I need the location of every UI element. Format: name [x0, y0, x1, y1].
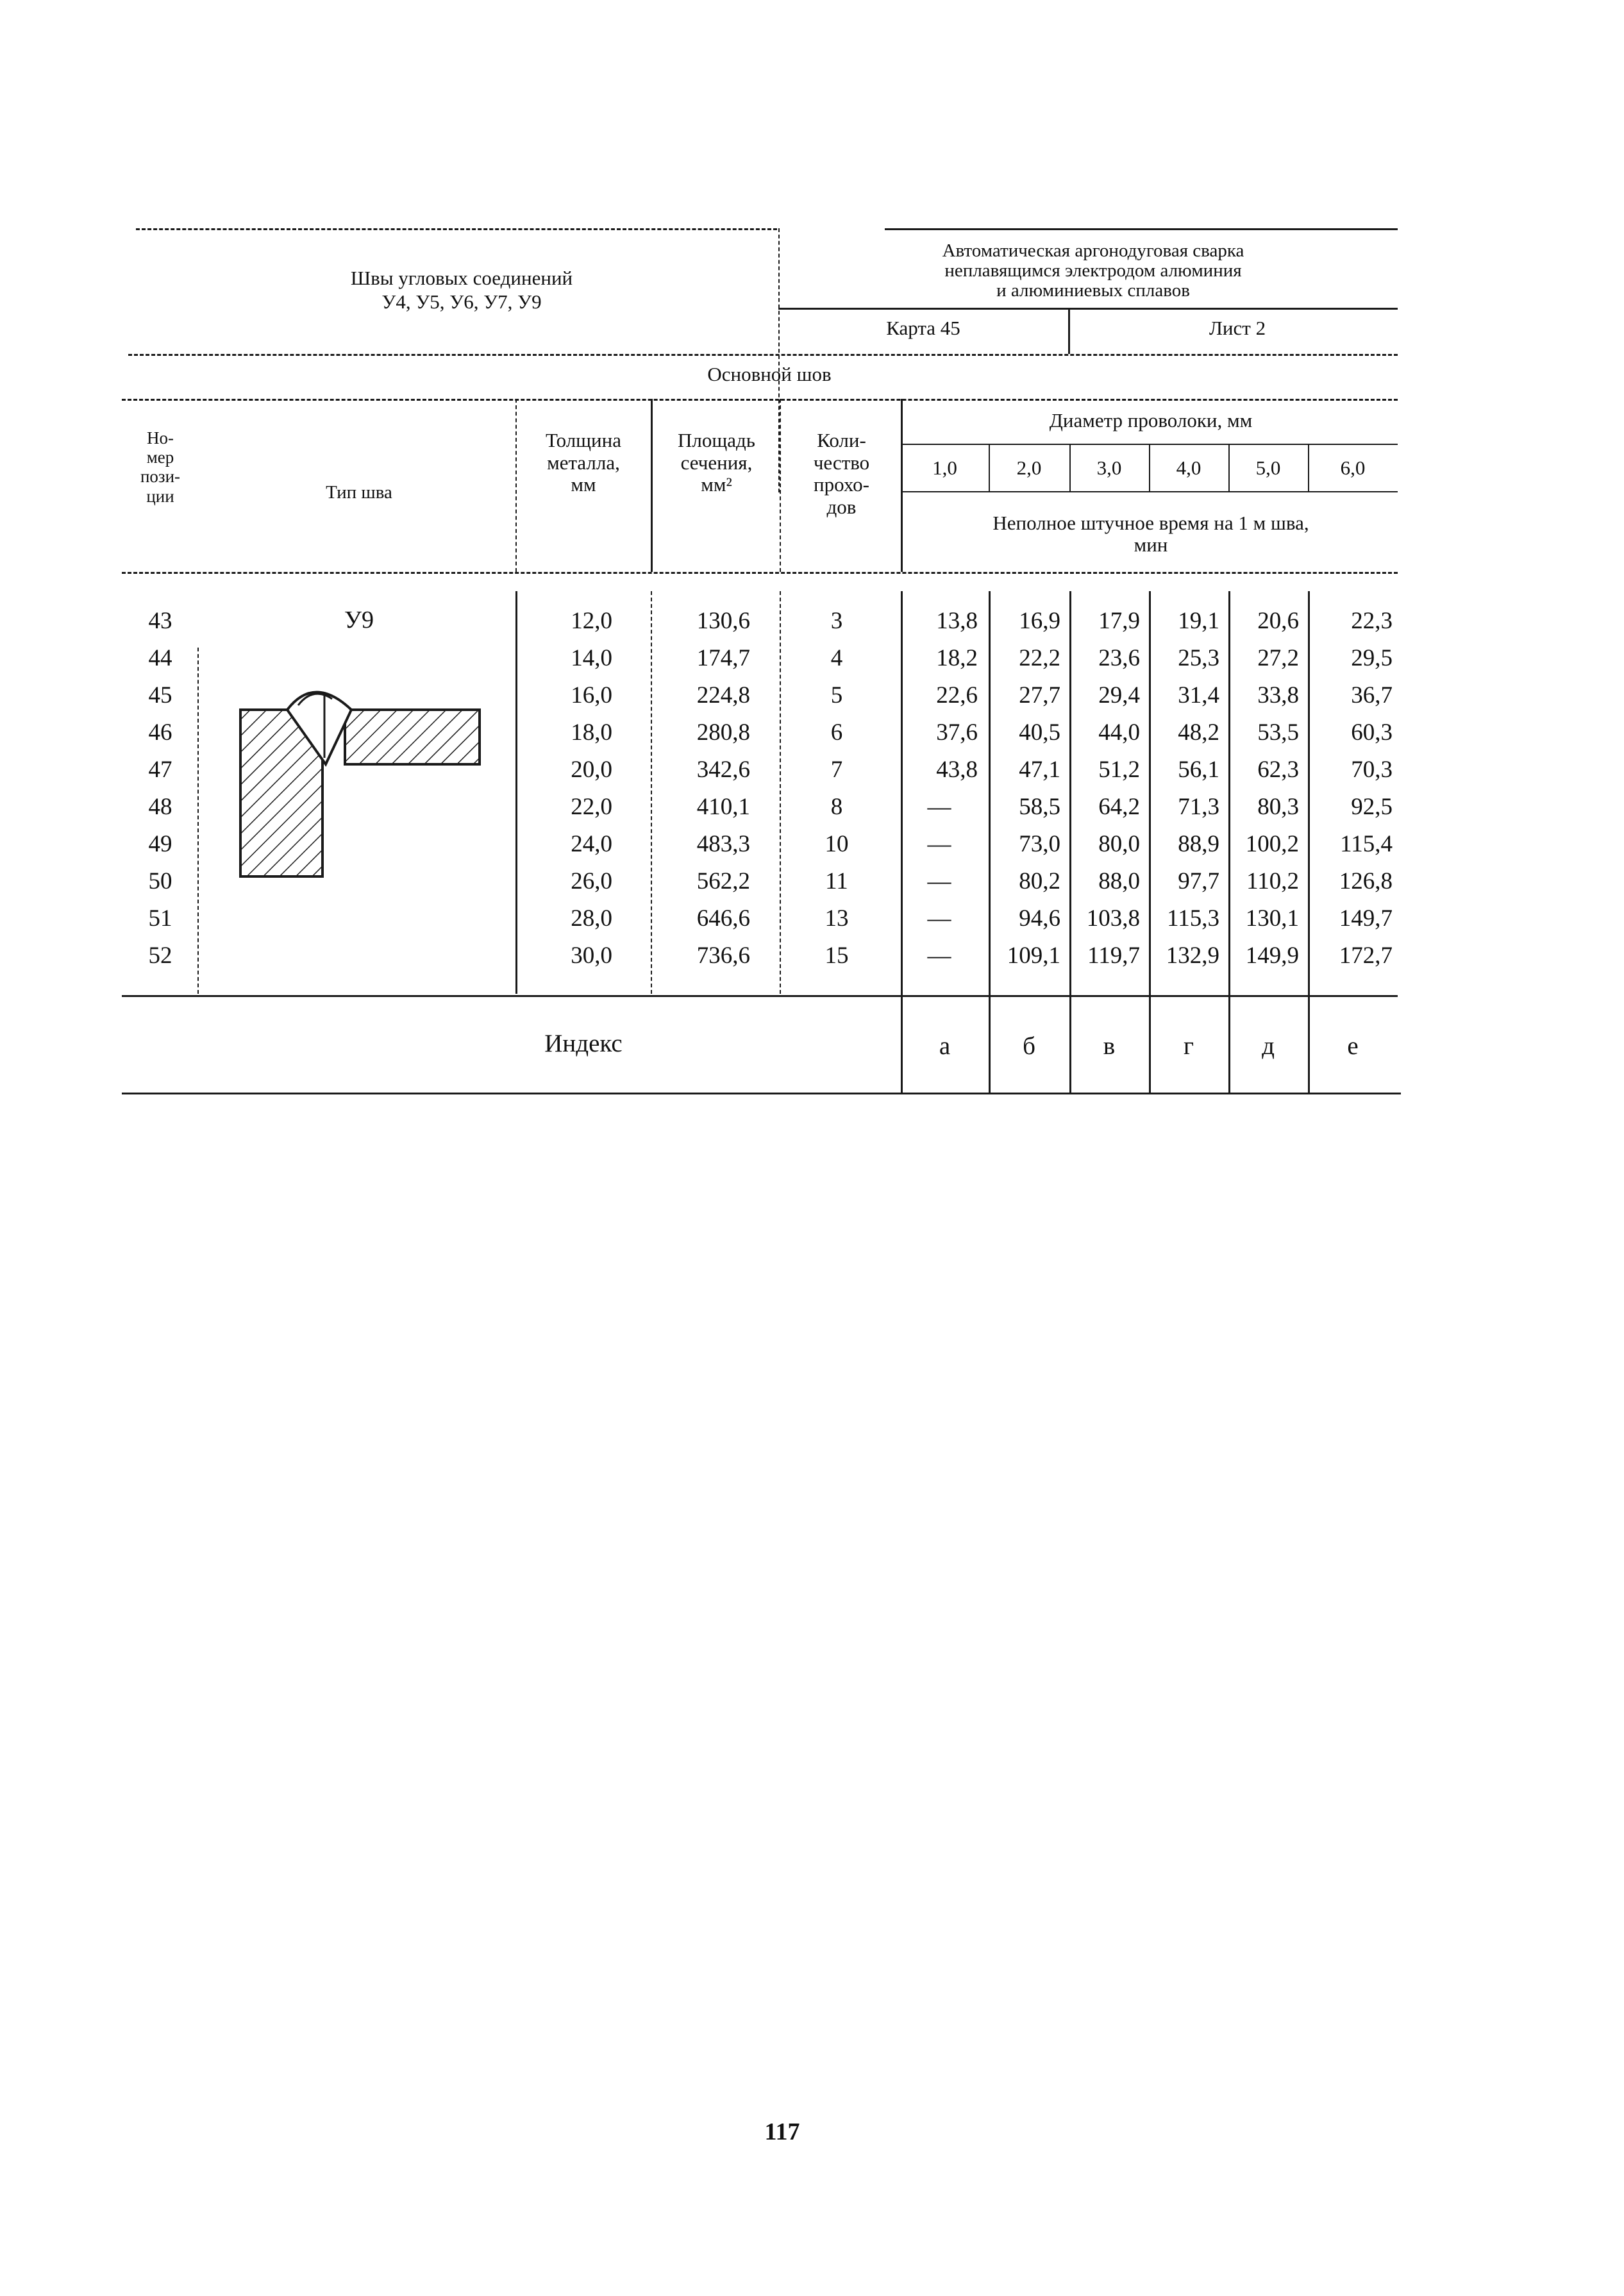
page-number: 117	[764, 2118, 800, 2145]
row-time-3: 44,0	[1098, 719, 1140, 746]
row-time-2: 58,5	[1019, 794, 1060, 820]
row-position: 46	[148, 719, 172, 746]
row-time-4: 48,2	[1178, 719, 1219, 746]
row-position: 45	[148, 682, 172, 708]
row-time-6: 36,7	[1351, 682, 1393, 708]
row-time-4: 132,9	[1166, 943, 1219, 969]
header-bottom-rule	[128, 354, 1398, 356]
weld-diagram	[231, 680, 487, 885]
row-time-2: 80,2	[1019, 868, 1060, 894]
row-time-4: 97,7	[1178, 868, 1219, 894]
index-g: г	[1184, 1032, 1194, 1060]
header-left-title-1: Швы угловых соединений	[350, 267, 573, 289]
row-passes: 10	[825, 831, 849, 857]
row-time-6: 126,8	[1339, 868, 1393, 894]
row-thickness: 30,0	[571, 943, 612, 969]
row-passes: 7	[830, 757, 843, 783]
row-thickness: 28,0	[571, 905, 612, 932]
row-time-1: —	[927, 868, 951, 894]
index-bottom-rule	[122, 1093, 1401, 1094]
row-time-5: 80,3	[1257, 794, 1299, 820]
index-b: б	[1023, 1032, 1035, 1060]
row-passes: 13	[825, 905, 849, 932]
row-time-3: 29,4	[1098, 682, 1140, 708]
diameter-1: 1,0	[932, 457, 957, 479]
row-thickness: 14,0	[571, 645, 612, 671]
row-time-5: 62,3	[1257, 757, 1299, 783]
row-time-3: 64,2	[1098, 794, 1140, 820]
row-time-2: 22,2	[1019, 645, 1060, 671]
sheet-number: Лист 2	[1209, 317, 1266, 339]
card-number: Карта 45	[886, 317, 960, 339]
horizontal-plate	[345, 710, 480, 764]
row-time-5: 53,5	[1257, 719, 1299, 746]
col-area: Площадь сечения, мм²	[678, 429, 755, 496]
row-time-3: 103,8	[1086, 905, 1140, 932]
row-thickness: 20,0	[571, 757, 612, 783]
row-area: 342,6	[696, 757, 750, 783]
header-mid-rule	[778, 308, 1398, 310]
header-left-title-2: У4, У5, У6, У7, У9	[381, 290, 542, 313]
row-time-3: 23,6	[1098, 645, 1140, 671]
row-time-2: 109,1	[1007, 943, 1060, 969]
header-right-title-3: и алюминиевых сплавов	[996, 280, 1190, 301]
row-time-2: 16,9	[1019, 608, 1060, 634]
row-time-6: 149,7	[1339, 905, 1393, 932]
row-time-6: 22,3	[1351, 608, 1393, 634]
header-top-rule-right	[885, 228, 1398, 230]
row-time-1: 22,6	[936, 682, 978, 708]
row-time-3: 51,2	[1098, 757, 1140, 783]
row-thickness: 12,0	[571, 608, 612, 634]
row-time-6: 70,3	[1351, 757, 1393, 783]
row-passes: 6	[830, 719, 843, 746]
row-passes: 11	[825, 868, 848, 894]
row-area: 174,7	[696, 645, 750, 671]
col-time-2: мин	[1134, 533, 1168, 556]
row-time-5: 149,9	[1245, 943, 1299, 969]
row-time-6: 172,7	[1339, 943, 1393, 969]
section-title: Основной шов	[707, 363, 832, 385]
row-time-4: 115,3	[1167, 905, 1219, 932]
row-time-6: 29,5	[1351, 645, 1393, 671]
row-time-2: 27,7	[1019, 682, 1060, 708]
row-position: 49	[148, 831, 172, 857]
row-area: 646,6	[696, 905, 750, 932]
row-time-1: —	[927, 943, 951, 969]
column-header-top-rule	[122, 399, 1398, 401]
row-position: 51	[148, 905, 172, 932]
row-passes: 15	[825, 943, 849, 969]
diameter-5: 5,0	[1255, 457, 1281, 479]
row-thickness: 22,0	[571, 794, 612, 820]
row-thickness: 26,0	[571, 868, 612, 894]
body-line-area	[651, 591, 652, 994]
index-e: е	[1347, 1032, 1359, 1060]
diameter-bottom-rule	[901, 491, 1398, 492]
row-thickness: 24,0	[571, 831, 612, 857]
row-time-1: —	[927, 794, 951, 820]
col-line-area	[651, 399, 653, 572]
row-time-1: 43,8	[936, 757, 978, 783]
row-area: 736,6	[696, 943, 750, 969]
row-time-2: 40,5	[1019, 719, 1060, 746]
row-passes: 4	[830, 645, 843, 671]
row-position: 48	[148, 794, 172, 820]
row-thickness: 16,0	[571, 682, 612, 708]
col-seam-type: Тип шва	[326, 482, 392, 503]
row-time-5: 130,1	[1245, 905, 1299, 932]
col-time-1: Неполное штучное время на 1 м шва,	[992, 512, 1309, 534]
header-right-title-1: Автоматическая аргонодуговая сварка	[942, 240, 1244, 261]
diameter-4: 4,0	[1176, 457, 1201, 479]
col-wire-diameter: Диаметр проволоки, мм	[1049, 409, 1253, 432]
row-area: 562,2	[696, 868, 750, 894]
row-time-3: 80,0	[1098, 831, 1140, 857]
row-time-5: 110,2	[1246, 868, 1299, 894]
row-time-6: 115,4	[1340, 831, 1393, 857]
row-thickness: 18,0	[571, 719, 612, 746]
row-time-5: 33,8	[1257, 682, 1299, 708]
row-time-3: 17,9	[1098, 608, 1140, 634]
col-line-passes	[780, 399, 781, 572]
row-time-5: 27,2	[1257, 645, 1299, 671]
row-area: 410,1	[696, 794, 750, 820]
row-time-5: 100,2	[1245, 831, 1299, 857]
body-line-thickness	[515, 591, 517, 994]
row-passes: 8	[830, 794, 843, 820]
col-line-thickness	[515, 399, 517, 572]
index-label: Индекс	[544, 1030, 623, 1057]
seam-label: У9	[344, 607, 374, 633]
row-area: 224,8	[696, 682, 750, 708]
header-right-title-2: неплавящимся электродом алюминия	[944, 260, 1242, 281]
row-time-6: 92,5	[1351, 794, 1393, 820]
body-line-passes	[780, 591, 781, 994]
row-area: 483,3	[696, 831, 750, 857]
col-thickness: Толщина металла, мм	[546, 429, 621, 496]
row-position: 43	[148, 608, 172, 634]
row-area: 130,6	[696, 608, 750, 634]
row-time-4: 25,3	[1178, 645, 1219, 671]
row-passes: 3	[830, 608, 843, 634]
row-time-2: 73,0	[1019, 831, 1060, 857]
row-time-4: 31,4	[1178, 682, 1219, 708]
diameter-6: 6,0	[1340, 457, 1366, 479]
row-time-6: 60,3	[1351, 719, 1393, 746]
row-time-1: 37,6	[936, 719, 978, 746]
row-time-3: 88,0	[1098, 868, 1140, 894]
row-time-2: 47,1	[1019, 757, 1060, 783]
row-time-3: 119,7	[1087, 943, 1140, 969]
column-header-bottom-rule	[122, 572, 1398, 574]
row-time-1: 13,8	[936, 608, 978, 634]
row-time-1: —	[927, 831, 951, 857]
col-passes: Коли- чество прохо- дов	[813, 429, 870, 519]
row-time-4: 19,1	[1178, 608, 1219, 634]
body-line-position	[197, 648, 199, 994]
row-position: 44	[148, 645, 172, 671]
row-position: 47	[148, 757, 172, 783]
diameter-2: 2,0	[1016, 457, 1042, 479]
row-position: 50	[148, 868, 172, 894]
col-line-times	[901, 399, 903, 572]
row-time-2: 94,6	[1019, 905, 1060, 932]
header-top-rule-left	[136, 228, 777, 230]
row-time-5: 20,6	[1257, 608, 1299, 634]
row-time-4: 56,1	[1178, 757, 1219, 783]
row-passes: 5	[830, 682, 843, 708]
diameter-3: 3,0	[1096, 457, 1122, 479]
index-v: в	[1103, 1032, 1116, 1060]
row-time-4: 88,9	[1178, 831, 1219, 857]
card-sheet-divider	[1068, 308, 1070, 354]
row-time-1: —	[927, 905, 951, 932]
index-d: д	[1262, 1032, 1275, 1060]
row-time-1: 18,2	[936, 645, 978, 671]
col-position: Но- мер пози- ции	[140, 428, 181, 506]
row-area: 280,8	[696, 719, 750, 746]
index-a: а	[939, 1032, 951, 1060]
row-time-4: 71,3	[1178, 794, 1219, 820]
row-position: 52	[148, 943, 172, 969]
index-top-rule	[122, 995, 1398, 997]
